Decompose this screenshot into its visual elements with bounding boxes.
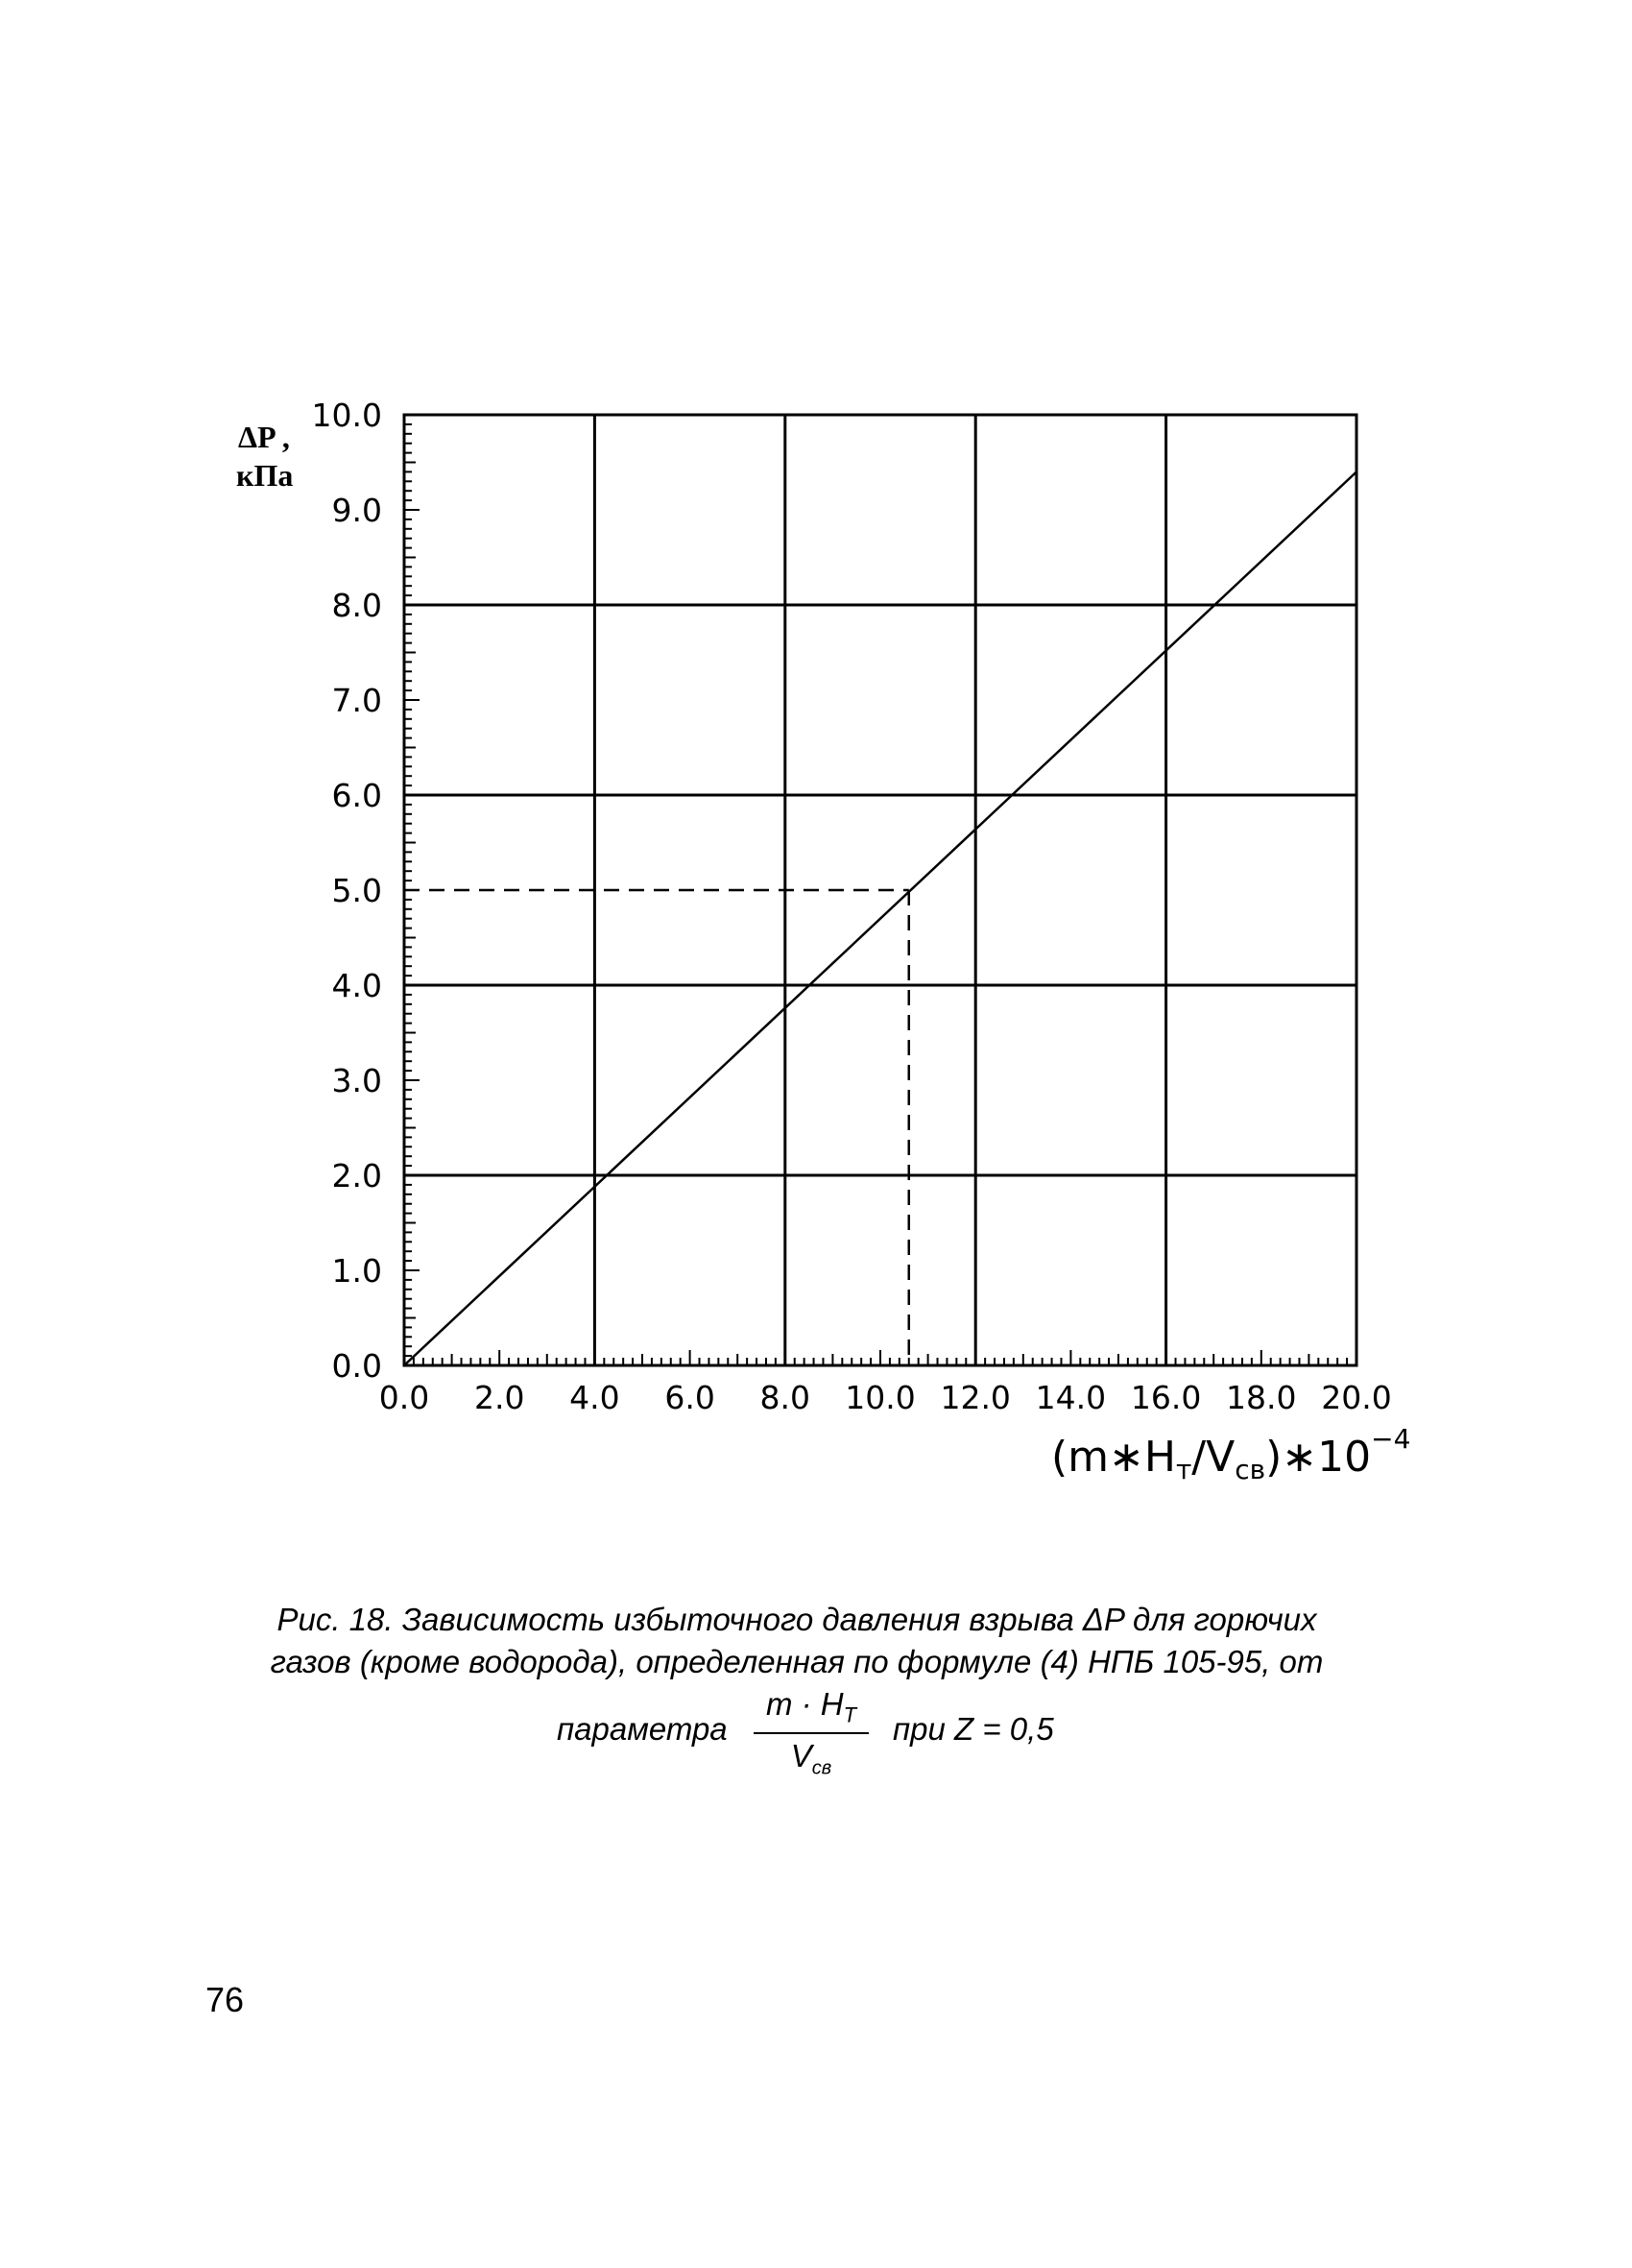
y-tick-label: 10.0 [311,397,382,434]
caption-suffix: при Z = 0,5 [893,1711,1054,1747]
y-tick-label: 2.0 [331,1157,382,1194]
caption-line-2: газов (кроме водорода), определенная по формуле (4) НПБ 105-95, от [270,1644,1324,1679]
x-tick-label: 4.0 [569,1379,620,1416]
y-tick-label: 5.0 [331,872,382,909]
x-tick-label: 16.0 [1130,1379,1202,1416]
x-axis-label: $(m∗Hт/Vсв)∗10^{-4}$ [1051,1423,1411,1485]
y-axis-label-line2: кПа [236,458,294,493]
x-tick-label: 2.0 [473,1379,525,1416]
caption-formula [0,1686,1632,1796]
x-tick-label: 0.0 [378,1379,430,1416]
x-tick-labels [379,1379,1392,1416]
y-tick-label: 9.0 [331,492,382,529]
caption-prefix: параметра [557,1711,728,1747]
y-tick-label: 3.0 [331,1062,382,1099]
x-tick-label: 10.0 [845,1379,916,1416]
x-tick-label: 14.0 [1035,1379,1107,1416]
x-tick-label: 18.0 [1226,1379,1297,1416]
x-tick-label: 6.0 [664,1379,715,1416]
y-tick-label: 1.0 [331,1252,382,1290]
fraction-denominator: $V_{св}$ [790,1738,832,1779]
y-tick-label: 8.0 [331,587,382,624]
y-tick-label: 6.0 [331,777,382,814]
caption-line-1: Рис. 18. Зависимость избыточного давления взрыва ΔP для горючих [276,1602,1317,1637]
y-tick-labels [312,397,382,1385]
fraction-bar [754,1732,869,1734]
y-tick-label: 7.0 [331,682,382,719]
x-tick-label: 12.0 [940,1379,1011,1416]
x-tick-label: 8.0 [759,1379,811,1416]
x-tick-label: 20.0 [1321,1379,1392,1416]
fraction-numerator: $m \cdot H_T$ [765,1686,857,1727]
y-axis-label-line1: ΔP , [238,420,290,454]
page-number: 76 [205,1980,245,2019]
y-tick-label: 0.0 [331,1347,382,1385]
y-tick-label: 4.0 [331,967,382,1004]
